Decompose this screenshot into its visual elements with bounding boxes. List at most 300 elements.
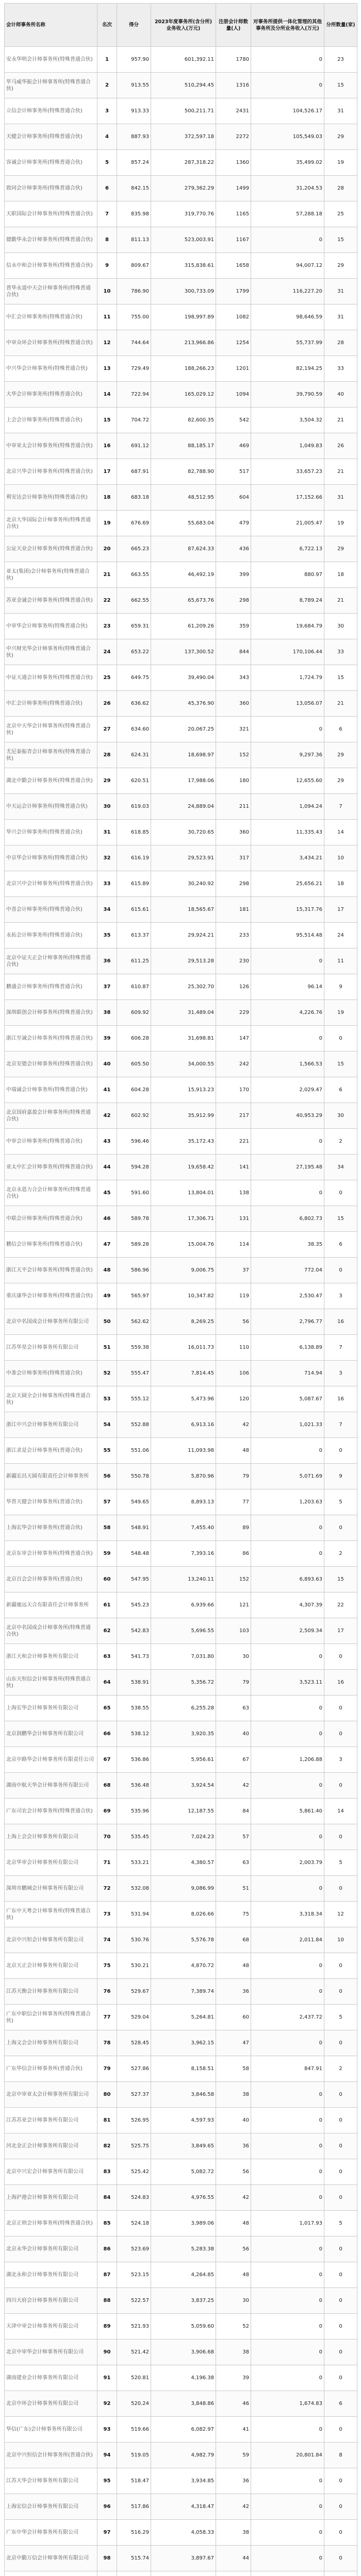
rank-cell: 54 [97, 1412, 117, 1438]
rank-cell: 53 [97, 1386, 117, 1412]
table-row [5, 742, 357, 768]
rank-cell: 23 [97, 614, 117, 639]
branch-count-cell: 11 [324, 948, 357, 974]
table-row [5, 201, 357, 227]
table-row [5, 150, 357, 176]
revenue-cell: 18,565.67 [151, 897, 216, 923]
table-row [5, 2571, 357, 2576]
other-revenue-cell: 82,194.25 [251, 356, 324, 382]
rank-cell: 57 [97, 1489, 117, 1515]
rank-cell: 30 [97, 794, 117, 820]
rank-cell: 74 [97, 1927, 117, 1953]
other-revenue-cell: 0 [251, 2262, 324, 2288]
firm-name-cell: 北京中环会计师事务所有限公司 [5, 2391, 97, 2417]
cpa-count-cell: 542 [216, 408, 251, 433]
firm-name-cell: 广东司农会计师事务所(特殊普通合伙) [5, 1799, 97, 1824]
rank-cell: 64 [97, 1670, 117, 1696]
cpa-count-cell: 298 [216, 871, 251, 897]
revenue-cell: 5,473.96 [151, 1386, 216, 1412]
other-revenue-cell: 2,011.84 [251, 1927, 324, 1953]
cpa-count-cell: 30 [216, 1644, 251, 1670]
revenue-cell: 24,889.04 [151, 794, 216, 820]
score-cell: 516.29 [117, 2520, 151, 2546]
firm-name-cell: 中审亚太会计师事务所(特殊普通合伙) [5, 433, 97, 459]
rank-cell: 94 [97, 2443, 117, 2468]
cpa-count-cell: 343 [216, 665, 251, 691]
firm-name-cell: 浙江天和会计师事务所有限公司 [5, 1644, 97, 1670]
revenue-cell: 4,982.79 [151, 2443, 216, 2468]
rank-cell: 42 [97, 1103, 117, 1129]
table-row [5, 2236, 357, 2262]
firm-name-cell: 尤尼泰振青会计师事务所(特殊普通合伙) [5, 742, 97, 768]
other-revenue-cell: 1,049.83 [251, 433, 324, 459]
other-revenue-cell: 714.94 [251, 1361, 324, 1386]
cpa-count-cell: 47 [216, 2030, 251, 2056]
rank-cell: 12 [97, 330, 117, 356]
cpa-count-cell: 30 [216, 2288, 251, 2314]
score-cell: 527.86 [117, 2056, 151, 2082]
revenue-cell: 3,924.54 [151, 1773, 216, 1799]
table-row [5, 227, 357, 253]
other-revenue-cell: 13,056.07 [251, 691, 324, 717]
rank-cell: 7 [97, 201, 117, 227]
rank-cell: 27 [97, 717, 117, 742]
score-cell: 722.94 [117, 382, 151, 408]
firm-name-cell: 北京中证天正会计师事务所(特殊普通合伙) [5, 948, 97, 974]
cpa-count-cell: 38 [216, 2082, 251, 2108]
revenue-cell: 3,849.65 [151, 2133, 216, 2159]
cpa-count-cell [216, 2571, 251, 2576]
score-cell: 538.55 [117, 1696, 151, 1721]
cpa-count-cell: 56 [216, 1309, 251, 1335]
branch-count-cell: 0 [324, 1438, 357, 1464]
firm-name-cell: 江苏天衡会计师事务所有限公司 [5, 1979, 97, 2005]
score-cell: 589.78 [117, 1206, 151, 1232]
score-cell: 604.28 [117, 1077, 151, 1103]
score-cell: 659.31 [117, 614, 151, 639]
score-cell: 636.62 [117, 691, 151, 717]
revenue-cell: 7,389.74 [151, 1979, 216, 2005]
branch-count-cell: 0 [324, 2520, 357, 2546]
firm-name-cell: 广东中天粤会计师事务所(特殊普通合伙) [5, 1902, 97, 1927]
firm-name-cell: 浙江至诚会计师事务所(特殊普通合伙) [5, 1026, 97, 1052]
firm-name-cell: 北京百会会计师事务所(普通合伙) [5, 1567, 97, 1592]
score-cell: 591.60 [117, 1180, 151, 1206]
revenue-cell: 15,913.23 [151, 1077, 216, 1103]
score-cell: 536.86 [117, 1747, 151, 1773]
cpa-count-cell: 42 [216, 2185, 251, 2211]
rank-cell: 59 [97, 1541, 117, 1567]
table-row [5, 176, 357, 201]
cpa-count-cell: 42 [216, 1773, 251, 1799]
other-revenue-cell: 4,307.39 [251, 1592, 324, 1618]
firm-name-cell: 鹏信会计师事务所(特殊普通合伙) [5, 1232, 97, 1258]
table-row [5, 639, 357, 665]
table-row [5, 1129, 357, 1155]
table-row [5, 717, 357, 742]
cpa-count-cell: 126 [216, 974, 251, 1000]
other-revenue-cell: 1,566.53 [251, 1052, 324, 1077]
revenue-cell: 29,523.91 [151, 845, 216, 871]
cpa-count-cell: 48 [216, 1953, 251, 1979]
firm-name-cell: 北京天圆全会计师事务所(特殊普通合伙) [5, 1386, 97, 1412]
cpa-count-cell: 56 [216, 2236, 251, 2262]
score-cell: 620.51 [117, 768, 151, 794]
score-cell: 594.28 [117, 1155, 151, 1180]
table-row [5, 1000, 357, 1026]
firm-name-cell: 北京中名国成会计师事务所(特殊普通合伙) [5, 1618, 97, 1644]
cpa-count-cell: 844 [216, 639, 251, 665]
branch-count-cell: 15 [324, 665, 357, 691]
table-row [5, 1077, 357, 1103]
score-cell: 521.42 [117, 2340, 151, 2365]
rank-cell: 20 [97, 536, 117, 562]
firm-name-cell: 北京永华会计师事务所有限公司 [5, 2236, 97, 2262]
cpa-count-cell: 242 [216, 1052, 251, 1077]
cpa-count-cell: 44 [216, 2546, 251, 2571]
score-cell: 549.65 [117, 1489, 151, 1515]
table-row [5, 1541, 357, 1567]
other-revenue-cell: 0 [251, 1644, 324, 1670]
revenue-cell: 3,989.06 [151, 2211, 216, 2236]
other-revenue-cell: 1,674.83 [251, 2391, 324, 2417]
revenue-cell: 523,003.91 [151, 227, 216, 253]
rank-cell: 46 [97, 1206, 117, 1232]
table-row [5, 691, 357, 717]
revenue-cell: 5,082.72 [151, 2159, 216, 2185]
cpa-count-cell: 1094 [216, 382, 251, 408]
cpa-count-cell: 1499 [216, 176, 251, 201]
branch-count-cell: 29 [324, 253, 357, 279]
score-cell: 610.87 [117, 974, 151, 1000]
other-revenue-cell: 170,106.44 [251, 639, 324, 665]
branch-count-cell: 0 [324, 2417, 357, 2443]
rank-cell: 55 [97, 1438, 117, 1464]
firm-name-cell: 上海沪港会计师事务所有限公司 [5, 2185, 97, 2211]
revenue-cell: 29,513.28 [151, 948, 216, 974]
revenue-cell: 5,870.96 [151, 1464, 216, 1489]
other-revenue-cell: 0 [251, 2185, 324, 2211]
branch-count-cell: 0 [324, 2262, 357, 2288]
firm-name-cell: 广东华信会计师事务所(普通合伙) [5, 2056, 97, 2082]
branch-count-cell [324, 2571, 357, 2576]
score-cell: 552.88 [117, 1412, 151, 1438]
rank-cell: 8 [97, 227, 117, 253]
revenue-cell: 198,997.89 [151, 304, 216, 330]
firm-name-cell: 北京中名国成会计师事务所有限公司 [5, 1309, 97, 1335]
branch-count-cell: 0 [324, 1773, 357, 1799]
branch-count-cell: 5 [324, 2211, 357, 2236]
table-row [5, 948, 357, 974]
other-revenue-cell: 0 [251, 1876, 324, 1902]
score-cell: 683.18 [117, 485, 151, 511]
table-row [5, 47, 357, 73]
score-cell: 616.19 [117, 845, 151, 871]
firm-name-cell: 中兴华会计师事务所(特殊普通合伙) [5, 356, 97, 382]
table-row [5, 1155, 357, 1180]
score-cell: 729.49 [117, 356, 151, 382]
score-cell: 809.67 [117, 253, 151, 279]
table-row [5, 536, 357, 562]
revenue-cell: 4,318.47 [151, 2494, 216, 2520]
branch-count-cell: 24 [324, 923, 357, 948]
revenue-cell: 4,870.72 [151, 1953, 216, 1979]
rank-cell: 93 [97, 2417, 117, 2443]
score-cell: 634.60 [117, 717, 151, 742]
score-cell: 515.74 [117, 2546, 151, 2571]
revenue-cell: 510,294.45 [151, 73, 216, 98]
table-row [5, 1335, 357, 1361]
cpa-count-cell: 84 [216, 1799, 251, 1824]
header-revenue: 2023年度事务所(含分所)业务收入(万元) [151, 4, 216, 47]
score-cell: 887.93 [117, 124, 151, 150]
score-cell: 525.75 [117, 2133, 151, 2159]
other-revenue-cell: 8,789.24 [251, 588, 324, 614]
header-other-revenue: 对事务所提供一体化管理的其他事务所及分所业务收入(万元) [251, 4, 324, 47]
other-revenue-cell: 0 [251, 2288, 324, 2314]
branch-count-cell: 40 [324, 382, 357, 408]
revenue-cell: 20,067.25 [151, 717, 216, 742]
table-row [5, 2443, 357, 2468]
rank-cell: 77 [97, 2005, 117, 2030]
revenue-cell: 39,490.04 [151, 665, 216, 691]
other-revenue-cell: 5,071.69 [251, 1464, 324, 1489]
table-row [5, 820, 357, 845]
score-cell: 605.50 [117, 1052, 151, 1077]
other-revenue-cell: 0 [251, 2468, 324, 2494]
revenue-cell: 31,489.04 [151, 1000, 216, 1026]
revenue-cell: 319,770.76 [151, 201, 216, 227]
cpa-count-cell: 229 [216, 1000, 251, 1026]
firm-name-cell: 山东天恒信会计师事务所(特殊普通合伙) [5, 1670, 97, 1696]
other-revenue-cell: 0 [251, 1129, 324, 1155]
score-cell: 613.37 [117, 923, 151, 948]
rank-cell: 14 [97, 382, 117, 408]
cpa-count-cell: 40 [216, 2108, 251, 2133]
branch-count-cell: 29 [324, 742, 357, 768]
rank-cell: 97 [97, 2520, 117, 2546]
table-row [5, 2211, 357, 2236]
other-revenue-cell: 0 [251, 1438, 324, 1464]
firm-name-cell: 北京中路华会计师事务所有限责任公司 [5, 1747, 97, 1773]
branch-count-cell: 22 [324, 1592, 357, 1618]
other-revenue-cell: 0 [251, 1953, 324, 1979]
table-row [5, 1052, 357, 1077]
table-row [5, 1206, 357, 1232]
firm-name-cell: 德勤华永会计师事务所(特殊普通合伙) [5, 227, 97, 253]
rank-cell: 66 [97, 1721, 117, 1747]
other-revenue-cell: 3,434.21 [251, 845, 324, 871]
firm-name-cell: 天健会计师事务所(特殊普通合伙) [5, 124, 97, 150]
rank-cell: 13 [97, 356, 117, 382]
score-cell: 538.91 [117, 1670, 151, 1696]
other-revenue-cell: 40,953.29 [251, 1103, 324, 1129]
firm-name-cell: 新疆宏昌天圆有限责任会计师事务所 [5, 1464, 97, 1489]
firm-name-cell: 中审会计师事务所(特殊普通合伙) [5, 1129, 97, 1155]
branch-count-cell: 16 [324, 1386, 357, 1412]
revenue-cell: 279,362.29 [151, 176, 216, 201]
branch-count-cell: 0 [324, 2546, 357, 2571]
table-row [5, 1824, 357, 1850]
score-cell: 676.69 [117, 511, 151, 536]
other-revenue-cell: 20,801.84 [251, 2443, 324, 2468]
other-revenue-cell: 0 [251, 2030, 324, 2056]
score-cell: 602.92 [117, 1103, 151, 1129]
firm-name-cell: 江苏天华会计师事务所有限公司 [5, 2468, 97, 2494]
score-cell: 755.00 [117, 304, 151, 330]
revenue-cell: 7,024.23 [151, 1824, 216, 1850]
branch-count-cell: 0 [324, 1721, 357, 1747]
firm-name-cell: 北京润鹏华会计师事务所有限公司 [5, 1721, 97, 1747]
rank-cell: 70 [97, 1824, 117, 1850]
firm-name-cell: 上会会计师事务所(特殊普通合伙) [5, 408, 97, 433]
score-cell: 528.45 [117, 2030, 151, 2056]
cpa-count-cell: 121 [216, 1592, 251, 1618]
table-row [5, 1953, 357, 1979]
cpa-count-cell: 1167 [216, 227, 251, 253]
table-row [5, 1696, 357, 1721]
revenue-cell: 4,264.85 [151, 2262, 216, 2288]
firm-name-cell: 江苏苏亚会计师事务所有限公司 [5, 2108, 97, 2133]
score-cell: 524.18 [117, 2211, 151, 2236]
firm-name-cell: 天津中审会计师事务所有限公司 [5, 2314, 97, 2340]
firm-name-cell: 信永中和会计师事务所(特殊普通合伙) [5, 253, 97, 279]
branch-count-cell: 19 [324, 150, 357, 176]
revenue-cell: 17,306.71 [151, 1206, 216, 1232]
cpa-count-cell: 298 [216, 588, 251, 614]
firm-name-cell: 上海宏华会计师事务所有限公司 [5, 1696, 97, 1721]
firm-name-cell: 浙江天平会计师事务所(特殊普通合伙) [5, 1258, 97, 1283]
branch-count-cell: 0 [324, 2236, 357, 2262]
cpa-count-cell: 180 [216, 768, 251, 794]
score-cell: 517.86 [117, 2494, 151, 2520]
revenue-cell: 88,185.17 [151, 433, 216, 459]
revenue-cell: 6,913.16 [151, 1412, 216, 1438]
rank-cell: 63 [97, 1644, 117, 1670]
revenue-cell: 30,720.65 [151, 820, 216, 845]
other-revenue-cell: 880.97 [251, 562, 324, 588]
score-cell: 525.42 [117, 2159, 151, 2185]
revenue-cell: 61,209.26 [151, 614, 216, 639]
other-revenue-cell: 12,655.60 [251, 768, 324, 794]
table-row [5, 1489, 357, 1515]
score-cell: 523.15 [117, 2262, 151, 2288]
firm-name-cell: 立信会计师事务所(特殊普通合伙) [5, 98, 97, 124]
table-row [5, 433, 357, 459]
table-row [5, 1361, 357, 1386]
revenue-cell: 45,376.90 [151, 691, 216, 717]
revenue-cell: 5,283.38 [151, 2236, 216, 2262]
score-cell: 527.37 [117, 2082, 151, 2108]
cpa-count-cell: 48 [216, 2262, 251, 2288]
branch-count-cell: 26 [324, 433, 357, 459]
rank-cell: 24 [97, 639, 117, 665]
table-row [5, 2494, 357, 2520]
rank-cell [97, 2571, 117, 2576]
cpa-count-cell: 2431 [216, 98, 251, 124]
score-cell: 538.12 [117, 1721, 151, 1747]
cpa-count-cell: 359 [216, 614, 251, 639]
firm-name-cell: 湖北永和会计师事务所有限公司 [5, 2262, 97, 2288]
rank-cell: 15 [97, 408, 117, 433]
revenue-cell: 315,838.61 [151, 253, 216, 279]
header-firm-name: 会计师事务所名称 [5, 4, 97, 47]
cpa-count-cell: 60 [216, 2005, 251, 2030]
other-revenue-cell: 0 [251, 2340, 324, 2365]
other-revenue-cell [251, 2571, 324, 2576]
rank-cell: 52 [97, 1361, 117, 1386]
table-row [5, 1592, 357, 1618]
cpa-count-cell: 138 [216, 1180, 251, 1206]
branch-count-cell: 10 [324, 1927, 357, 1953]
firm-name-cell: 浙江中兴会计师事务所有限公司 [5, 1412, 97, 1438]
table-row [5, 974, 357, 1000]
revenue-cell: 5,696.55 [151, 1618, 216, 1644]
table-row [5, 2056, 357, 2082]
score-cell: 532.08 [117, 1876, 151, 1902]
rank-cell: 65 [97, 1696, 117, 1721]
score-cell: 609.92 [117, 1000, 151, 1026]
other-revenue-cell: 9,297.36 [251, 742, 324, 768]
revenue-cell: 48,512.95 [151, 485, 216, 511]
firm-name-cell: 北京正则会计师事务所(特殊普通合伙) [5, 2211, 97, 2236]
cpa-count-cell: 51 [216, 1876, 251, 1902]
revenue-cell: 137,300.52 [151, 639, 216, 665]
revenue-cell: 82,600.35 [151, 408, 216, 433]
cpa-count-cell: 152 [216, 1567, 251, 1592]
other-revenue-cell: 33,657.23 [251, 459, 324, 485]
table-row [5, 2314, 357, 2340]
rank-cell: 45 [97, 1180, 117, 1206]
revenue-cell: 8,269.25 [151, 1309, 216, 1335]
table-row [5, 1412, 357, 1438]
branch-count-cell: 29 [324, 768, 357, 794]
rank-cell: 25 [97, 665, 117, 691]
other-revenue-cell: 1,206.88 [251, 1747, 324, 1773]
firm-name-cell: 浙江求是会计师事务所(普通合伙) [5, 1438, 97, 1464]
branch-count-cell: 6 [324, 2391, 357, 2417]
table-row [5, 1283, 357, 1309]
branch-count-cell: 30 [324, 614, 357, 639]
score-cell: 531.94 [117, 1902, 151, 1927]
firm-name-cell: 湖北中勤会计师事务所(特殊普通合伙) [5, 768, 97, 794]
branch-count-cell: 33 [324, 356, 357, 382]
table-row [5, 459, 357, 485]
branch-count-cell: 0 [324, 2340, 357, 2365]
branch-count-cell: 12 [324, 1902, 357, 1927]
other-revenue-cell: 772.04 [251, 1258, 324, 1283]
branch-count-cell: 18 [324, 871, 357, 897]
branch-count-cell: 0 [324, 1824, 357, 1850]
table-row [5, 2391, 357, 2417]
cpa-count-cell: 89 [216, 1515, 251, 1541]
cpa-count-cell: 170 [216, 1077, 251, 1103]
cpa-count-cell: 36 [216, 2468, 251, 2494]
rank-cell: 86 [97, 2236, 117, 2262]
cpa-count-cell: 48 [216, 1438, 251, 1464]
score-cell: 523.69 [117, 2236, 151, 2262]
firm-name-cell: 中准会计师事务所(特殊普通合伙) [5, 1361, 97, 1386]
score-cell: 565.97 [117, 1283, 151, 1309]
branch-count-cell: 23 [324, 47, 357, 73]
revenue-cell: 5,576.78 [151, 1927, 216, 1953]
other-revenue-cell: 39,790.59 [251, 382, 324, 408]
rank-cell: 67 [97, 1747, 117, 1773]
cpa-count-cell: 469 [216, 433, 251, 459]
other-revenue-cell: 3,318.34 [251, 1902, 324, 1927]
firm-name-cell: 普华永道中天会计师事务所(特殊普通合伙) [5, 279, 97, 304]
other-revenue-cell: 0 [251, 717, 324, 742]
